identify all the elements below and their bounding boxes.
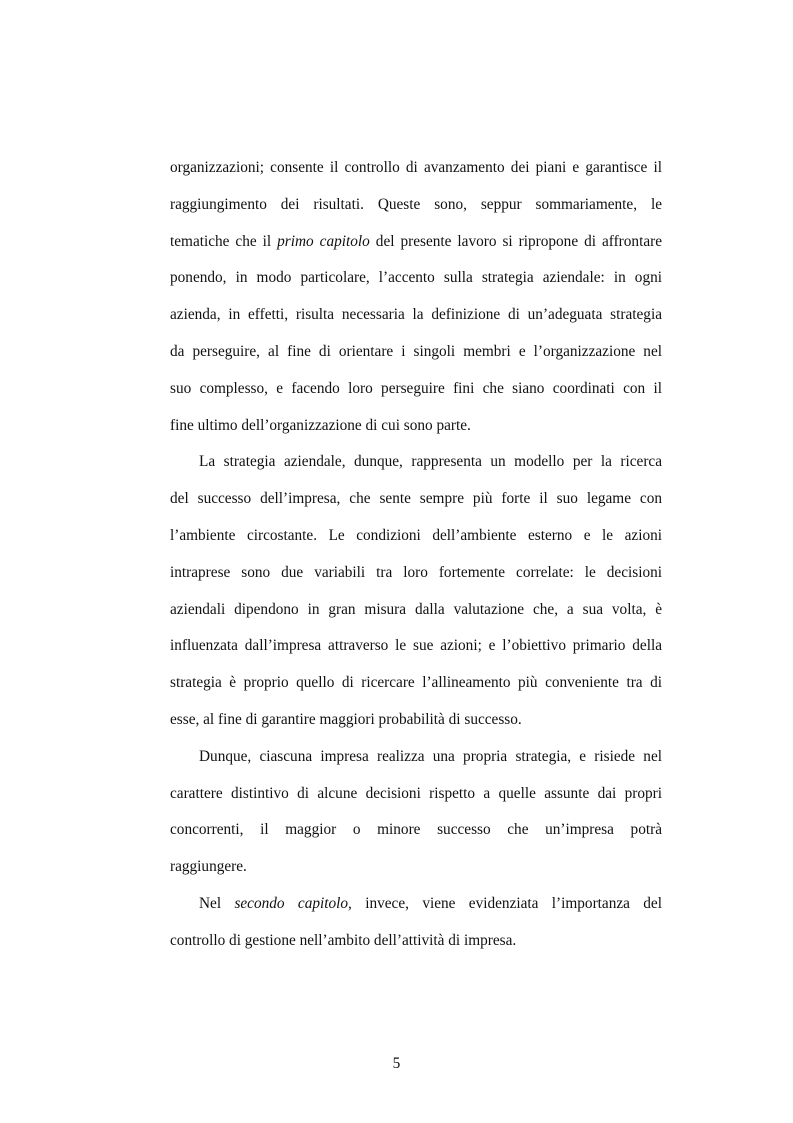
- text-line: da perseguire, al fine di orientare i singoli membri e l’organizzazione nel: [170, 342, 662, 360]
- paragraph-2: [170, 444, 662, 738]
- text-line: concorrenti, il maggior o minore successo che un’impresa potrà: [170, 821, 662, 839]
- body-text: [170, 150, 662, 960]
- text-line: del successo dell’impresa, che sente sempre più forte il suo legame con: [170, 490, 662, 508]
- text-line: Dunque, ciascuna impresa realizza una propria strategia, e risiede nel: [199, 747, 662, 765]
- paragraph-4: [170, 886, 662, 960]
- text-line: l’ambiente circostante. Le condizioni dell’ambiente esterno e le azioni: [170, 526, 662, 544]
- text-line: raggiungimento dei risultati. Queste sono, seppur sommariamente, le: [170, 195, 662, 213]
- page-number: 5: [392, 1055, 401, 1072]
- text-line: Nel secondo capitolo, invece, viene evidenziata l’importanza del: [199, 894, 662, 912]
- text-line: aziendali dipendono in gran misura dalla valutazione che, a sua volta, è: [170, 600, 662, 618]
- text-line: La strategia aziendale, dunque, rappresenta un modello per la ricerca: [199, 453, 662, 471]
- text-line: carattere distintivo di alcune decisioni rispetto a quelle assunte dai propri: [170, 784, 662, 802]
- text-line: azienda, in effetti, risulta necessaria la definizione di un’adeguata strategia: [170, 306, 662, 324]
- text-line: controllo di gestione nell’ambito dell’attività di impresa.: [170, 931, 517, 949]
- text-line: esse, al fine di garantire maggiori probabilità di successo.: [170, 710, 522, 728]
- text-line: organizzazioni; consente il controllo di avanzamento dei piani e garantisce il: [170, 159, 662, 176]
- paragraph-3: [170, 739, 662, 886]
- text-line: influenzata dall’impresa attraverso le sue azioni; e l’obiettivo primario della: [170, 637, 662, 655]
- emphasis-secondo-capitolo: secondo capitolo,: [234, 894, 352, 912]
- text-line: suo complesso, e facendo loro perseguire fini che siano coordinati con il: [170, 379, 662, 397]
- text-line: strategia è proprio quello di ricercare l’allineamento più conveniente tra di: [170, 674, 662, 692]
- text-line: raggiungere.: [170, 858, 247, 876]
- text-line: ponendo, in modo particolare, l’accento sulla strategia aziendale: in ogni: [170, 269, 662, 287]
- text-line: tematiche che il primo capitolo del presente lavoro si ripropone di affrontare: [170, 232, 663, 250]
- text-line: fine ultimo dell’organizzazione di cui sono parte.: [170, 416, 471, 434]
- text-line: intraprese sono due variabili tra loro fortemente correlate: le decisioni: [170, 563, 662, 581]
- emphasis-primo-capitolo: primo capitolo: [277, 232, 370, 250]
- paragraph-1: [170, 150, 662, 444]
